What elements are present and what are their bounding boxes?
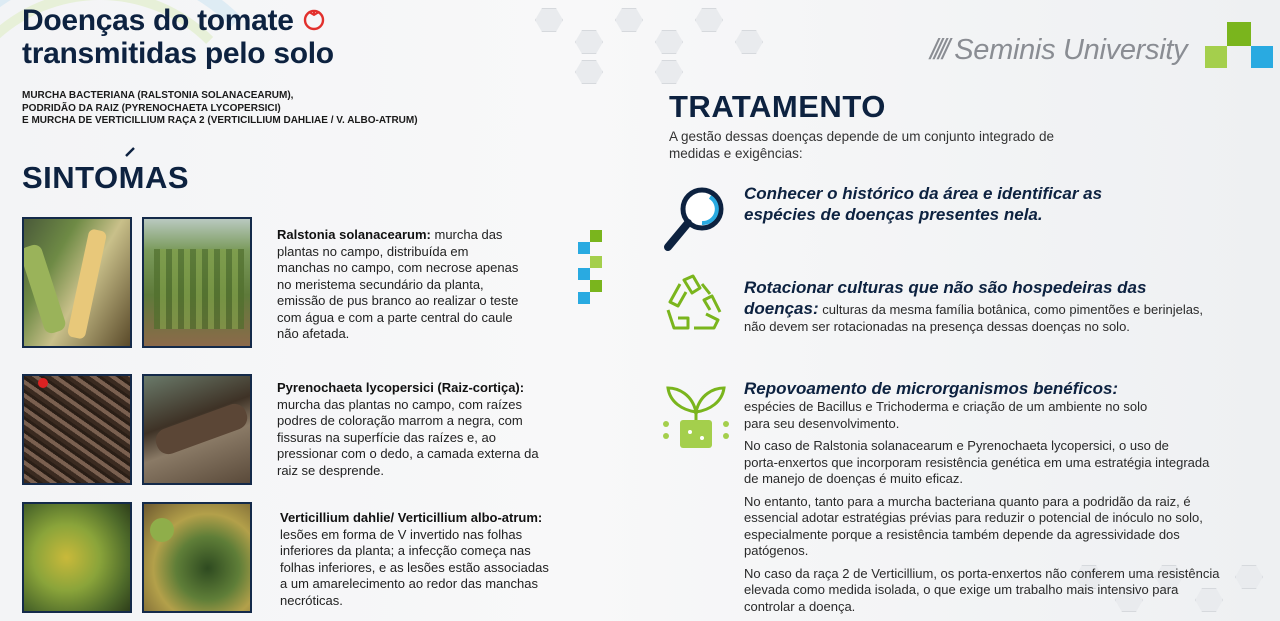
symptom-title: Pyrenochaeta lycopersici (Raiz-cortiça):: [277, 380, 525, 395]
magnifier-accent-icon: [112, 146, 136, 170]
title-line-1: Doenças do tomate: [22, 4, 294, 37]
square-divider: [578, 230, 604, 306]
symptoms-heading: SINTOMAS: [22, 160, 190, 195]
brand-name: //// Seminis University: [930, 34, 1188, 66]
subtitle-line: E MURCHA DE VERTICILLIUM RAÇA 2 (VERTICILLIUM DAHLIAE / V. ALBO-ATRUM): [22, 115, 418, 126]
symptom-title: Ralstonia solanacearum:: [277, 227, 431, 242]
title-line-2: transmitidas pelo solo: [22, 37, 334, 70]
photo-wilted-field: [142, 217, 252, 348]
symptom-verticillium: Verticillium dahlie/ Verticillium albo-atrum: lesões em forma de V invertido nas folhas inferiores da planta; a infecção começa nas folhas inferiores, e as lesões estão associadas a um amarelecimento ao redor das manchas necróticas.: [280, 510, 549, 608]
photo-corky-root: [142, 374, 252, 485]
treatment-paragraph: No entanto, tanto para a murcha bacteriana quanto para a podridão da raiz, é essencial adotar estratégias prévias para reduzir o potencial de inóculo no solo, especialmente porque a resistência também depende da agressividade dos patógenos.: [744, 493, 1203, 558]
recycle-icon: [660, 272, 726, 338]
symptom-pyrenochaeta: Pyrenochaeta lycopersici (Raiz-cortiça): murcha das plantas no campo, com raízes podres de coloração marrom a negra, com fissuras na superfície das raízes e, ao pressionar com o dedo, a camada externa da raiz se desprende.: [277, 380, 539, 478]
photo-necrotic-leaves: [142, 502, 252, 613]
seedling-icon: [662, 376, 730, 452]
treatment-heading: TRATAMENTO: [669, 89, 886, 124]
magnifier-icon: [660, 183, 730, 253]
page-title: [22, 4, 334, 70]
treatment-paragraph: No caso da raça 2 de Verticillium, os porta-enxertos não conferem uma resistência elevada como medida isolada, o que exige um trabalho mais intensivo para controlar a doença.: [744, 565, 1220, 614]
photo-rotten-roots: [22, 374, 132, 485]
treatment-paragraph: espécies de Bacillus e Trichoderma e criação de um ambiente no solo para seu desenvolvimento.: [744, 399, 1148, 431]
symptom-title: Verticillium dahlie/ Verticillium albo-atrum:: [280, 510, 543, 525]
treatment-item-2: Rotacionar culturas que não são hospedeiras das doenças: culturas da mesma família botânica, como pimentões e berinjelas, não devem ser rotacionadas na presença dessas doenças no solo.: [744, 278, 1204, 334]
treatment-paragraph: No caso de Ralstonia solanacearum e Pyrenochaeta lycopersici, o uso de porta-enxertos que incorporam resistência genética em uma estratégia integrada de manejo de doenças é muito eficaz.: [744, 438, 1210, 486]
photo-ralstonia-stem: [22, 217, 132, 348]
treatment-item-3-heading: Repovoamento de microrganismos benéficos:: [744, 379, 1119, 398]
seminis-logo-icon: [1205, 22, 1275, 70]
subtitle-line: PODRIDÃO DA RAIZ (PYRENOCHAETA LYCOPERSICI): [22, 102, 281, 114]
subtitle-line: MURCHA BACTERIANA (RALSTONIA SOLANACEARUM),: [22, 90, 294, 101]
symptom-ralstonia: Ralstonia solanacearum: murcha das plantas no campo, distribuída em manchas no campo, com necrose apenas no meristema secundário da planta, emissão de pus branco ao realizar o teste com água e com a parte central do caule não afetada.: [277, 227, 519, 341]
subtitle: [22, 90, 418, 128]
photo-yellow-leaves: [22, 502, 132, 613]
tomato-icon: [302, 7, 326, 31]
treatment-item-1: Conhecer o histórico da área e identificar as espécies de doenças presentes nela.: [744, 184, 1103, 224]
treatment-item-3: [744, 378, 1269, 615]
treatment-intro: A gestão dessas doenças depende de um conjunto integrado de medidas e exigências:: [669, 129, 1055, 161]
